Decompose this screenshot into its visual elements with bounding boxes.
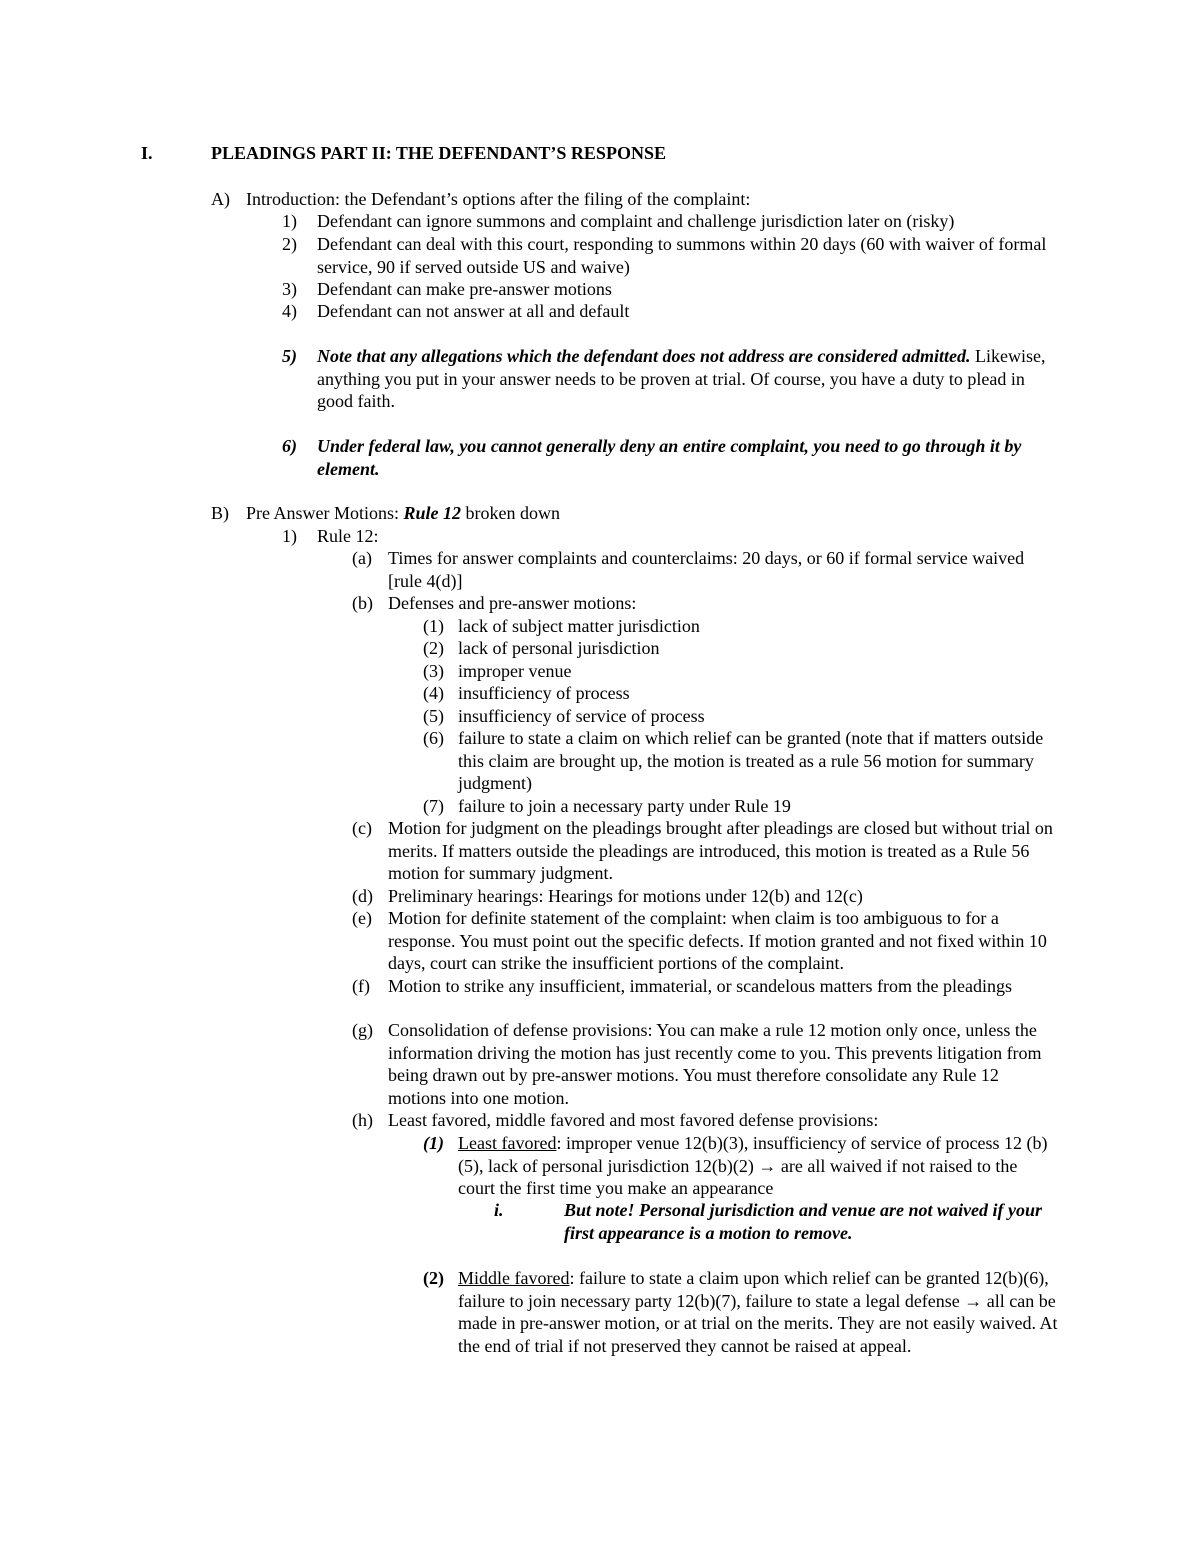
item-a-text: Introduction: the Defendant’s options after the filing of the complaint: xyxy=(246,189,751,209)
item-a6-label: 6) xyxy=(282,436,297,456)
least-favored-body: : improper venue 12(b)(3), insufficiency of service of process 12 (b)(5), lack of personal jurisdiction 12(b)(2) → are all waived if not raised to the court the first time you make an appearance xyxy=(458,1133,1048,1198)
item-b1b-text: Defenses and pre-answer motions: xyxy=(388,593,637,613)
defense-2-text: lack of personal jurisdiction xyxy=(458,638,660,658)
middle-favored-label: (2) xyxy=(423,1268,444,1288)
item-b-label: B) xyxy=(211,503,229,523)
item-b-pre: Pre Answer Motions: xyxy=(246,503,404,523)
defense-1-text: lack of subject matter jurisdiction xyxy=(458,616,700,636)
item-b1h-text: Least favored, middle favored and most favored defense provisions: xyxy=(388,1110,879,1130)
item-a5-label: 5) xyxy=(282,346,297,366)
defense-4-text: insufficiency of process xyxy=(458,683,630,703)
item-b1e-label: (e) xyxy=(352,908,372,928)
item-a6-text: Under federal law, you cannot generally deny an entire complaint, you need to go through it by element. xyxy=(317,436,1022,479)
section-heading xyxy=(0,142,1200,166)
defense-1-label: (1) xyxy=(423,616,444,636)
middle-favored-body: : failure to state a claim upon which relief can be granted 12(b)(6), failure to join necessary party 12(b)(7), failure to state a legal defense → all can be made in pre-answer motion, or at trial on the merits. They are not easily waived. At the end of trial if not preserved they cannot be raised at appeal. xyxy=(458,1268,1058,1356)
defense-2-label: (2) xyxy=(423,638,444,658)
item-a-label: A) xyxy=(211,189,230,209)
least-favored-title: Least favored xyxy=(458,1133,557,1153)
least-favored-sub-label: i. xyxy=(494,1200,504,1220)
item-b-post: broken down xyxy=(461,503,560,523)
item-b1f-text: Motion to strike any insufficient, immaterial, or scandelous matters from the pleadings xyxy=(388,976,1013,996)
least-favored-text xyxy=(458,1132,1058,1200)
section-numeral: I. xyxy=(141,143,153,163)
item-a3-label: 3) xyxy=(282,279,297,299)
item-b1g-label: (g) xyxy=(352,1020,373,1040)
item-a2-text: Defendant can deal with this court, responding to summons within 20 days (60 with waiver of formal service, 90 if served outside US and waive) xyxy=(317,234,1047,277)
middle-favored-text xyxy=(458,1267,1058,1357)
defense-4-label: (4) xyxy=(423,683,444,703)
item-b-text xyxy=(246,502,560,525)
item-b1a-text: Times for answer complaints and counterclaims: 20 days, or 60 if formal service waived [rule 4(d)] xyxy=(388,548,1025,591)
item-b1e-text: Motion for definite statement of the complaint: when claim is too ambiguous to for a response. You must point out the specific defects. If motion granted and not fixed within 10 days, court can strike the insufficient portions of the complaint. xyxy=(388,908,1047,973)
item-a4-label: 4) xyxy=(282,301,297,321)
item-b1c-label: (c) xyxy=(352,818,372,838)
item-b-rule: Rule 12 xyxy=(403,503,462,523)
item-b1h-label: (h) xyxy=(352,1110,373,1130)
item-a1-label: 1) xyxy=(282,211,297,231)
item-b1-label: 1) xyxy=(282,526,297,546)
item-b1d-text: Preliminary hearings: Hearings for motions under 12(b) and 12(c) xyxy=(388,886,863,906)
item-b1g-text: Consolidation of defense provisions: You can make a rule 12 motion only once, unless the information driving the motion has just recently come to you. This prevents litigation from being drawn out by pre-answer motions. You must therefore consolidate any Rule 12 motions into one motion. xyxy=(388,1020,1042,1108)
item-b1b-label: (b) xyxy=(352,593,373,613)
middle-favored-title: Middle favored xyxy=(458,1268,570,1288)
least-favored-sub-text: But note! Personal jurisdiction and venue are not waived if your first appearance is a motion to remove. xyxy=(564,1200,1043,1243)
defense-3-label: (3) xyxy=(423,661,444,681)
defense-7-label: (7) xyxy=(423,796,444,816)
item-b1c-text: Motion for judgment on the pleadings brought after pleadings are closed but without trial on merits. If matters outside the pleadings are introduced, this motion is treated as a Rule 56 motion for summary judgment. xyxy=(388,818,1053,883)
item-b1d-label: (d) xyxy=(352,886,373,906)
least-favored-label: (1) xyxy=(423,1133,444,1153)
item-b1-text: Rule 12: xyxy=(317,526,379,546)
item-a1-text: Defendant can ignore summons and complaint and challenge jurisdiction later on (risky) xyxy=(317,211,955,231)
defense-6-label: (6) xyxy=(423,728,444,748)
item-b1f-label: (f) xyxy=(352,976,370,996)
item-a5-rest: Likewise, anything you put in your answer needs to be proven at trial. Of course, you have a duty to plead in good faith. xyxy=(317,346,1046,411)
item-a3-text: Defendant can make pre-answer motions xyxy=(317,279,612,299)
defense-5-label: (5) xyxy=(423,706,444,726)
defense-3-text: improper venue xyxy=(458,661,572,681)
defense-5-text: insufficiency of service of process xyxy=(458,706,705,726)
section-title: PLEADINGS PART II: THE DEFENDANT’S RESPONSE xyxy=(211,143,666,163)
item-a5-emphasis: Note that any allegations which the defendant does not address are considered admitted. xyxy=(317,346,971,366)
defense-7-text: failure to join a necessary party under Rule 19 xyxy=(458,796,791,816)
defense-6-text: failure to state a claim on which relief can be granted (note that if matters outside this claim are brought up, the motion is treated as a rule 56 motion for summary judgment) xyxy=(458,728,1044,793)
item-a4-text: Defendant can not answer at all and default xyxy=(317,301,630,321)
item-b1a-label: (a) xyxy=(352,548,372,568)
item-a5-text xyxy=(317,345,1052,413)
item-a2-label: 2) xyxy=(282,234,297,254)
